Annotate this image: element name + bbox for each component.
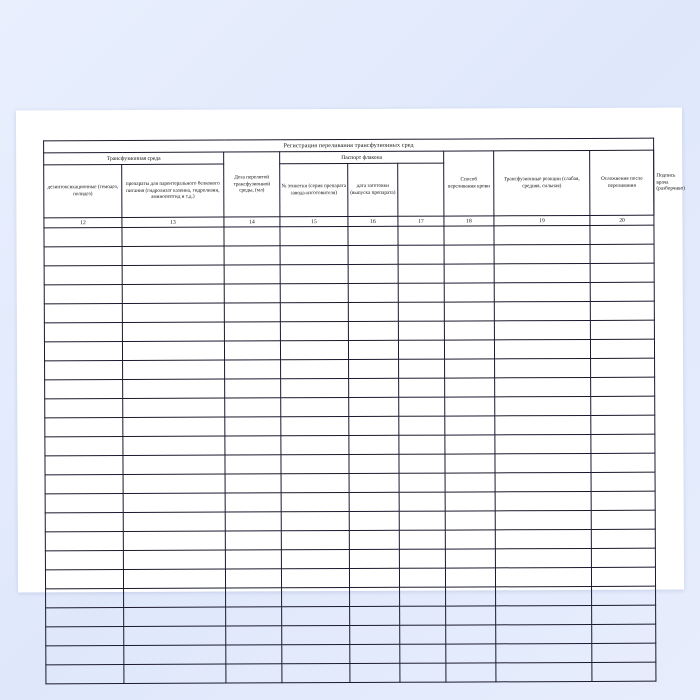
table-cell[interactable] — [282, 664, 350, 683]
table-cell[interactable] — [225, 569, 281, 588]
table-cell[interactable] — [280, 303, 348, 322]
table-cell[interactable] — [445, 435, 495, 454]
table-cell[interactable] — [123, 398, 225, 417]
table-cell[interactable] — [123, 417, 225, 436]
table-cell[interactable] — [281, 417, 349, 436]
table-cell[interactable] — [46, 664, 124, 683]
table-cell[interactable] — [226, 645, 282, 664]
table-cell[interactable] — [445, 397, 495, 416]
header-complications: Осложнения после переливания — [590, 150, 654, 215]
table-cell[interactable] — [399, 530, 445, 549]
table-cell[interactable] — [349, 435, 399, 454]
table-cell[interactable] — [494, 263, 590, 282]
table-body — [44, 225, 656, 684]
registration-table-wrapper — [43, 138, 685, 685]
table-cell[interactable] — [400, 663, 446, 682]
table-cell[interactable] — [225, 531, 281, 550]
table-cell[interactable] — [280, 284, 348, 303]
table-cell[interactable] — [46, 645, 124, 664]
table-cell[interactable] — [226, 607, 282, 626]
table-cell[interactable] — [496, 662, 592, 681]
table-cell[interactable] — [349, 397, 399, 416]
table-cell[interactable] — [399, 492, 445, 511]
table-cell[interactable] — [590, 320, 654, 339]
table-cell[interactable] — [591, 548, 655, 567]
table-cell[interactable] — [122, 341, 224, 360]
table-cell[interactable] — [281, 379, 349, 398]
table-cell[interactable] — [349, 416, 399, 435]
table-cell[interactable] — [495, 453, 591, 472]
table-cell[interactable] — [349, 549, 399, 568]
table-cell[interactable] — [591, 453, 655, 472]
table-cell[interactable] — [399, 435, 445, 454]
table-cell[interactable] — [400, 625, 446, 644]
table-cell[interactable] — [591, 396, 655, 415]
table-cell[interactable] — [225, 417, 281, 436]
table-cell[interactable] — [590, 282, 654, 301]
table-cell[interactable] — [444, 264, 494, 283]
table-cell[interactable] — [494, 320, 590, 339]
table-cell[interactable] — [281, 512, 349, 531]
table-cell[interactable] — [495, 377, 591, 396]
table-cell[interactable] — [45, 436, 123, 455]
table-cell[interactable] — [45, 398, 123, 417]
table-cell[interactable] — [44, 322, 122, 341]
table-cell[interactable] — [281, 436, 349, 455]
table-cell[interactable] — [45, 512, 123, 531]
table-cell[interactable] — [592, 643, 656, 662]
table-cell[interactable] — [350, 606, 400, 625]
table-cell[interactable] — [348, 302, 398, 321]
table-cell[interactable] — [225, 436, 281, 455]
table-cell[interactable] — [123, 455, 225, 474]
table-cell[interactable] — [590, 244, 654, 263]
table-cell[interactable] — [280, 246, 348, 265]
table-cell[interactable] — [494, 339, 590, 358]
table-cell[interactable] — [494, 301, 590, 320]
colnum-15: 15 — [280, 217, 348, 227]
table-cell[interactable] — [495, 472, 591, 491]
table-cell[interactable] — [45, 417, 123, 436]
table-cell[interactable] — [122, 246, 224, 265]
table-cell[interactable] — [446, 663, 496, 682]
table-cell[interactable] — [226, 588, 282, 607]
table-cell[interactable] — [281, 493, 349, 512]
table-cell[interactable] — [496, 605, 592, 624]
table-cell[interactable] — [444, 321, 494, 340]
table-cell[interactable] — [446, 625, 496, 644]
table-cell[interactable] — [495, 548, 591, 567]
colnum-20: 20 — [590, 215, 654, 225]
table-cell[interactable] — [400, 644, 446, 663]
table-cell[interactable] — [495, 434, 591, 453]
table-cell[interactable] — [281, 569, 349, 588]
table-cell[interactable] — [591, 567, 655, 586]
table-cell[interactable] — [591, 434, 655, 453]
table-cell[interactable] — [124, 607, 226, 626]
table-cell[interactable] — [45, 455, 123, 474]
table-cell[interactable] — [348, 283, 398, 302]
table-cell[interactable] — [281, 550, 349, 569]
table-cell[interactable] — [350, 663, 400, 682]
table-cell[interactable] — [122, 322, 224, 341]
table-cell[interactable] — [590, 339, 654, 358]
group-header-bottle-passport: Паспорт флакона — [280, 151, 444, 164]
table-cell[interactable] — [495, 510, 591, 529]
table-cell[interactable] — [591, 472, 655, 491]
table-row[interactable] — [46, 662, 656, 684]
table-cell[interactable] — [398, 283, 444, 302]
table-cell[interactable] — [348, 321, 398, 340]
table-cell[interactable] — [399, 568, 445, 587]
header-detox: дезинтоксикационные (гемодез, полидез) — [44, 164, 122, 217]
table-cell[interactable] — [280, 322, 348, 341]
table-cell[interactable] — [444, 245, 494, 264]
table-cell[interactable] — [494, 244, 590, 263]
table-cell[interactable] — [44, 284, 122, 303]
table-cell[interactable] — [44, 246, 122, 265]
table-cell[interactable] — [281, 398, 349, 417]
table-cell[interactable] — [349, 378, 399, 397]
table-cell[interactable] — [399, 397, 445, 416]
table-cell[interactable] — [349, 530, 399, 549]
table-cell[interactable] — [45, 569, 123, 588]
header-method: Способ переливания крови — [444, 151, 494, 216]
table-cell[interactable] — [445, 378, 495, 397]
table-cell[interactable] — [592, 586, 656, 605]
table-cell[interactable] — [45, 360, 123, 379]
table-cell[interactable] — [446, 644, 496, 663]
table-cell[interactable] — [44, 227, 122, 246]
table-cell[interactable] — [123, 550, 225, 569]
table-cell[interactable] — [225, 379, 281, 398]
table-cell[interactable] — [348, 264, 398, 283]
header-reactions: Трансфузионные реакции (слабая, средняя, сильная) — [494, 150, 590, 215]
table-cell[interactable] — [399, 473, 445, 492]
table-cell[interactable] — [124, 664, 226, 683]
table-cell[interactable] — [496, 624, 592, 643]
table-cell[interactable] — [45, 474, 123, 493]
table-cell[interactable] — [445, 511, 495, 530]
table-cell[interactable] — [123, 360, 225, 379]
table-cell[interactable] — [349, 454, 399, 473]
table-cell[interactable] — [123, 436, 225, 455]
table-cell[interactable] — [225, 455, 281, 474]
table-cell[interactable] — [591, 510, 655, 529]
table-cell[interactable] — [445, 530, 495, 549]
table-cell[interactable] — [591, 529, 655, 548]
table-cell[interactable] — [349, 511, 399, 530]
table-cell[interactable] — [123, 493, 225, 512]
table-cell[interactable] — [495, 491, 591, 510]
table-cell[interactable] — [281, 474, 349, 493]
table-cell[interactable] — [399, 378, 445, 397]
header-production-date: дата заготовки (выпуска препарата) — [348, 163, 398, 216]
table-cell[interactable] — [45, 379, 123, 398]
table-cell[interactable] — [281, 455, 349, 474]
table-cell[interactable] — [226, 626, 282, 645]
table-cell[interactable] — [124, 626, 226, 645]
table-cell[interactable] — [282, 626, 350, 645]
table-cell[interactable] — [44, 303, 122, 322]
table-cell[interactable] — [444, 340, 494, 359]
table-cell[interactable] — [494, 282, 590, 301]
registration-table — [43, 138, 685, 685]
colnum-13: 13 — [122, 217, 224, 227]
table-cell[interactable] — [280, 341, 348, 360]
table-cell[interactable] — [282, 645, 350, 664]
table-cell[interactable] — [444, 302, 494, 321]
table-cell[interactable] — [225, 493, 281, 512]
table-cell[interactable] — [122, 284, 224, 303]
table-cell[interactable] — [496, 586, 592, 605]
table-cell[interactable] — [399, 454, 445, 473]
table-cell[interactable] — [445, 473, 495, 492]
table-cell[interactable] — [349, 473, 399, 492]
table-cell[interactable] — [46, 607, 124, 626]
table-cell[interactable] — [123, 569, 225, 588]
table-cell[interactable] — [445, 492, 495, 511]
table-cell[interactable] — [282, 607, 350, 626]
table-cell[interactable] — [45, 531, 123, 550]
header-label-number: № этикетки (серия препарата завода-изготовителя) — [280, 164, 348, 217]
table-cell[interactable] — [444, 283, 494, 302]
table-cell[interactable] — [495, 358, 591, 377]
table-cell[interactable] — [494, 225, 590, 244]
table-cell[interactable] — [349, 492, 399, 511]
table-cell[interactable] — [445, 568, 495, 587]
table-cell[interactable] — [281, 531, 349, 550]
table-cell[interactable] — [399, 359, 445, 378]
table-cell[interactable] — [282, 588, 350, 607]
table-cell[interactable] — [224, 246, 280, 265]
table-cell[interactable] — [495, 567, 591, 586]
table-cell[interactable] — [280, 265, 348, 284]
colnum-14: 14 — [224, 217, 280, 227]
table-cell[interactable] — [348, 245, 398, 264]
colnum-12: 12 — [44, 217, 122, 227]
table-cell[interactable] — [224, 284, 280, 303]
table-cell[interactable] — [398, 340, 444, 359]
table-cell[interactable] — [225, 512, 281, 531]
table-cell[interactable] — [123, 512, 225, 531]
table-cell[interactable] — [445, 549, 495, 568]
table-cell[interactable] — [350, 587, 400, 606]
colnum-19: 19 — [494, 215, 590, 225]
table-cell[interactable] — [592, 605, 656, 624]
table-cell[interactable] — [398, 302, 444, 321]
table-cell[interactable] — [591, 491, 655, 510]
group-header-transfusion-medium: Трансфузионная среда — [44, 152, 224, 165]
table-cell[interactable] — [123, 531, 225, 550]
table-cell[interactable] — [45, 493, 123, 512]
colnum-18: 18 — [444, 216, 494, 226]
table-cell[interactable] — [122, 265, 224, 284]
table-cell[interactable] — [224, 303, 280, 322]
table-cell[interactable] — [45, 550, 123, 569]
document-title: Регистрация переливания трансфузионных сред — [44, 138, 654, 153]
table-cell[interactable] — [446, 606, 496, 625]
table-cell[interactable] — [122, 227, 224, 246]
table-cell[interactable] — [350, 625, 400, 644]
table-cell[interactable] — [445, 359, 495, 378]
table-cell[interactable] — [398, 245, 444, 264]
table-cell[interactable] — [123, 474, 225, 493]
colnum-16: 16 — [348, 216, 398, 226]
table-cell[interactable] — [398, 226, 444, 245]
table-cell[interactable] — [400, 606, 446, 625]
table-cell[interactable] — [225, 360, 281, 379]
table-head — [44, 138, 685, 228]
table-cell[interactable] — [591, 415, 655, 434]
table-cell[interactable] — [399, 416, 445, 435]
table-cell[interactable] — [46, 626, 124, 645]
table-cell[interactable] — [348, 226, 398, 245]
table-cell[interactable] — [591, 358, 655, 377]
table-cell[interactable] — [224, 227, 280, 246]
table-cell[interactable] — [444, 226, 494, 245]
table-cell[interactable] — [590, 263, 654, 282]
table-cell[interactable] — [398, 321, 444, 340]
table-cell[interactable] — [399, 511, 445, 530]
table-cell[interactable] — [591, 377, 655, 396]
table-cell[interactable] — [348, 340, 398, 359]
table-cell[interactable] — [590, 301, 654, 320]
table-cell[interactable] — [399, 549, 445, 568]
table-cell[interactable] — [495, 529, 591, 548]
table-cell[interactable] — [224, 265, 280, 284]
table-cell[interactable] — [400, 587, 446, 606]
table-cell[interactable] — [445, 416, 495, 435]
table-cell[interactable] — [349, 359, 399, 378]
table-cell[interactable] — [349, 568, 399, 587]
colnum-17: 17 — [398, 216, 444, 226]
table-cell[interactable] — [44, 265, 122, 284]
table-cell[interactable] — [124, 645, 226, 664]
table-cell[interactable] — [124, 588, 226, 607]
table-cell[interactable] — [446, 587, 496, 606]
table-cell[interactable] — [590, 225, 654, 244]
table-cell[interactable] — [122, 303, 224, 322]
table-cell[interactable] — [281, 360, 349, 379]
header-dose: Доза перелитой трансфузионной среды, (мл) — [224, 152, 280, 217]
table-cell[interactable] — [398, 264, 444, 283]
table-cell[interactable] — [495, 415, 591, 434]
table-cell[interactable] — [496, 643, 592, 662]
table-cell[interactable] — [350, 644, 400, 663]
table-cell[interactable] — [123, 379, 225, 398]
table-cell[interactable] — [44, 341, 122, 360]
table-cell[interactable] — [445, 454, 495, 473]
table-cell[interactable] — [224, 322, 280, 341]
table-cell[interactable] — [46, 588, 124, 607]
table-cell[interactable] — [225, 550, 281, 569]
table-cell[interactable] — [592, 624, 656, 643]
paper-sheet — [16, 108, 684, 593]
table-cell[interactable] — [225, 398, 281, 417]
table-cell[interactable] — [280, 227, 348, 246]
table-cell[interactable] — [592, 662, 656, 681]
table-cell[interactable] — [495, 396, 591, 415]
table-cell[interactable] — [225, 474, 281, 493]
table-cell[interactable] — [224, 341, 280, 360]
table-cell[interactable] — [226, 664, 282, 683]
header-protein-nutrition: препараты для парентерального белкового питания (гидролизат казеина, гидролизин, аминопептид и т.д.) — [122, 164, 224, 217]
